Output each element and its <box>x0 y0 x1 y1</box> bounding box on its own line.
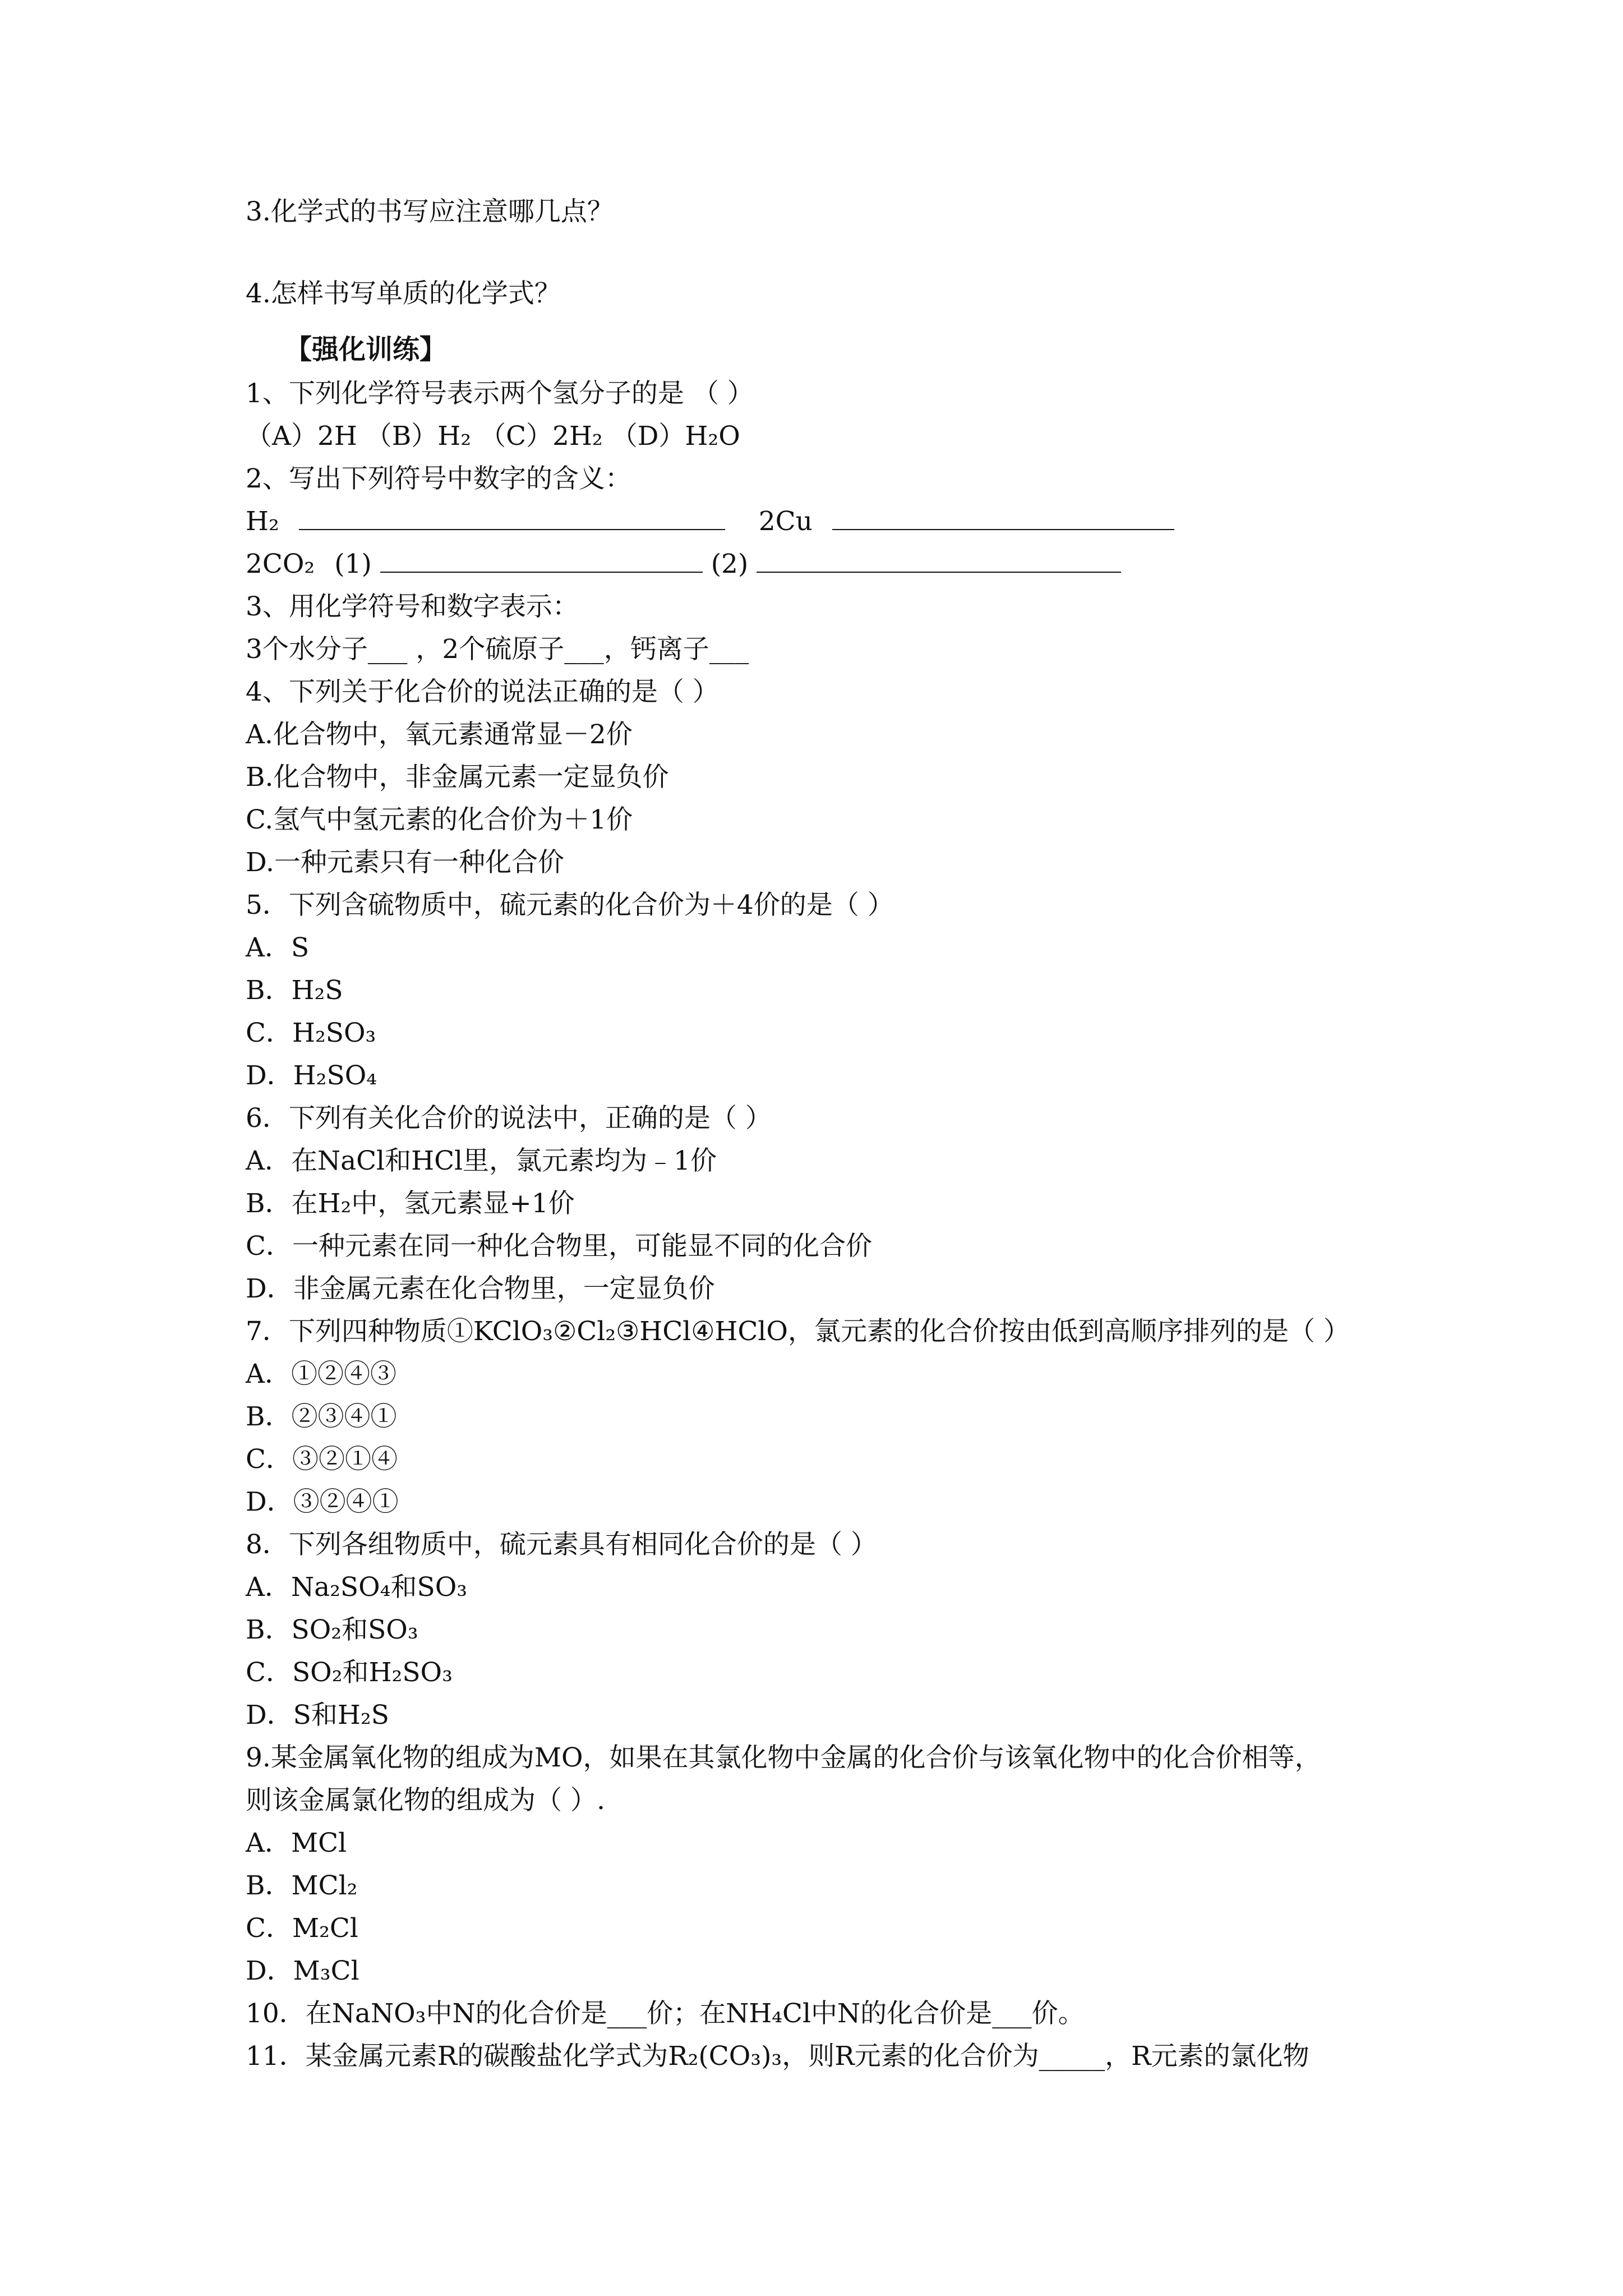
q2-co2-label: 2CO₂ <box>246 549 315 579</box>
q9-option-d: D．M₃Cl <box>246 1955 359 1986</box>
q7-option-c: C．③②①④ <box>246 1444 398 1475</box>
q8-option-d: D．S和H₂S <box>246 1700 389 1731</box>
question-4-top: 4.怎样书写单质的化学式？ <box>246 278 561 309</box>
q6-option-b: B．在H₂中，氢元素显+1价 <box>246 1188 575 1219</box>
q8-option-c: C．SO₂和H₂SO₃ <box>246 1657 453 1688</box>
q2-h2-blank[interactable] <box>299 507 725 530</box>
q2-stem: 2、写出下列符号中数字的含义： <box>246 463 631 494</box>
q2-p1-label: (1) <box>334 549 372 579</box>
q2-row-1 <box>246 500 1401 543</box>
q1-stem: 1、下列化学符号表示两个氢分子的是 （ ） <box>246 378 754 409</box>
q2-p1-blank[interactable] <box>380 549 703 573</box>
q9-option-b: B．MCl₂ <box>246 1870 358 1901</box>
q3-stem: 3、用化学符号和数字表示： <box>246 591 579 622</box>
q7-option-d: D．③②④① <box>246 1487 399 1517</box>
q2-cu-label: 2Cu <box>758 506 813 537</box>
q4-option-d: D.一种元素只有一种化合价 <box>246 847 564 878</box>
q7-option-b: B．②③④① <box>246 1401 397 1432</box>
q2-p2-blank[interactable] <box>757 549 1121 573</box>
question-3-top: 3.化学式的书写应注意哪几点？ <box>246 196 614 227</box>
section-title: 【强化训练】 <box>285 334 447 365</box>
q9-stem-line-1: 9.某金属氧化物的组成为MO，如果在其氯化物中金属的化合价与该氧化物中的化合价相等， <box>246 1742 1321 1773</box>
q9-option-c: C．M₂Cl <box>246 1913 358 1944</box>
q4-option-b: B.化合物中，非金属元素一定显负价 <box>246 762 669 793</box>
q2-row-2 <box>246 543 1401 586</box>
q3-body: 3个水分子___ ，2个硫原子___，钙离子___ <box>246 634 749 665</box>
q5-option-d: D．H₂SO₄ <box>246 1060 377 1091</box>
q2-h2-label: H₂ <box>246 506 279 537</box>
q5-option-b: B．H₂S <box>246 975 343 1006</box>
q5-option-c: C．H₂SO₃ <box>246 1018 376 1048</box>
q4-option-a: A.化合物中，氧元素通常显－2价 <box>246 719 633 750</box>
q11-text: 11．某金属元素R的碳酸盐化学式为R₂(CO₃)₃，则R元素的化合价为_____，R元素的氯化物 <box>246 2041 1310 2072</box>
q5-option-a: A．S <box>246 932 310 963</box>
q1-options: （A）2H （B）H₂ （C）2H₂ （D）H₂O <box>246 421 740 452</box>
q2-cu-blank[interactable] <box>832 507 1174 530</box>
q5-stem: 5．下列含硫物质中，硫元素的化合价为＋4价的是（ ） <box>246 890 894 921</box>
q4-stem: 4、下列关于化合价的说法正确的是（ ） <box>246 677 719 707</box>
q7-stem: 7．下列四种物质①KClO₃②Cl₂③HCl④HClO，氯元素的化合价按由低到高顺序排列的是（ ） <box>246 1316 1350 1347</box>
q6-stem: 6．下列有关化合价的说法中，正确的是（ ） <box>246 1103 772 1134</box>
q8-option-a: A．Na₂SO₄和SO₃ <box>246 1572 468 1603</box>
q4-option-c: C.氢气中氢元素的化合价为＋1价 <box>246 804 633 835</box>
q8-option-b: B．SO₂和SO₃ <box>246 1614 418 1645</box>
q10-text: 10．在NaNO₃中N的化合价是___价；在NH₄Cl中N的化合价是___价。 <box>246 1998 1085 2029</box>
q6-option-d: D．非金属元素在化合物里，一定显负价 <box>246 1273 715 1304</box>
q2-p2-label: (2) <box>711 549 749 579</box>
worksheet-page <box>246 191 1401 2078</box>
q9-option-a: A．MCl <box>246 1828 347 1858</box>
q8-stem: 8．下列各组物质中，硫元素具有相同化合价的是（ ） <box>246 1529 877 1560</box>
q9-stem-line-2: 则该金属氯化物的组成为（ ）. <box>246 1785 605 1816</box>
q6-option-a: A．在NaCl和HCl里，氯元素均为﹣1价 <box>246 1145 717 1176</box>
q7-option-a: A．①②④③ <box>246 1359 396 1389</box>
q6-option-c: C．一种元素在同一种化合物里，可能显不同的化合价 <box>246 1231 872 1262</box>
